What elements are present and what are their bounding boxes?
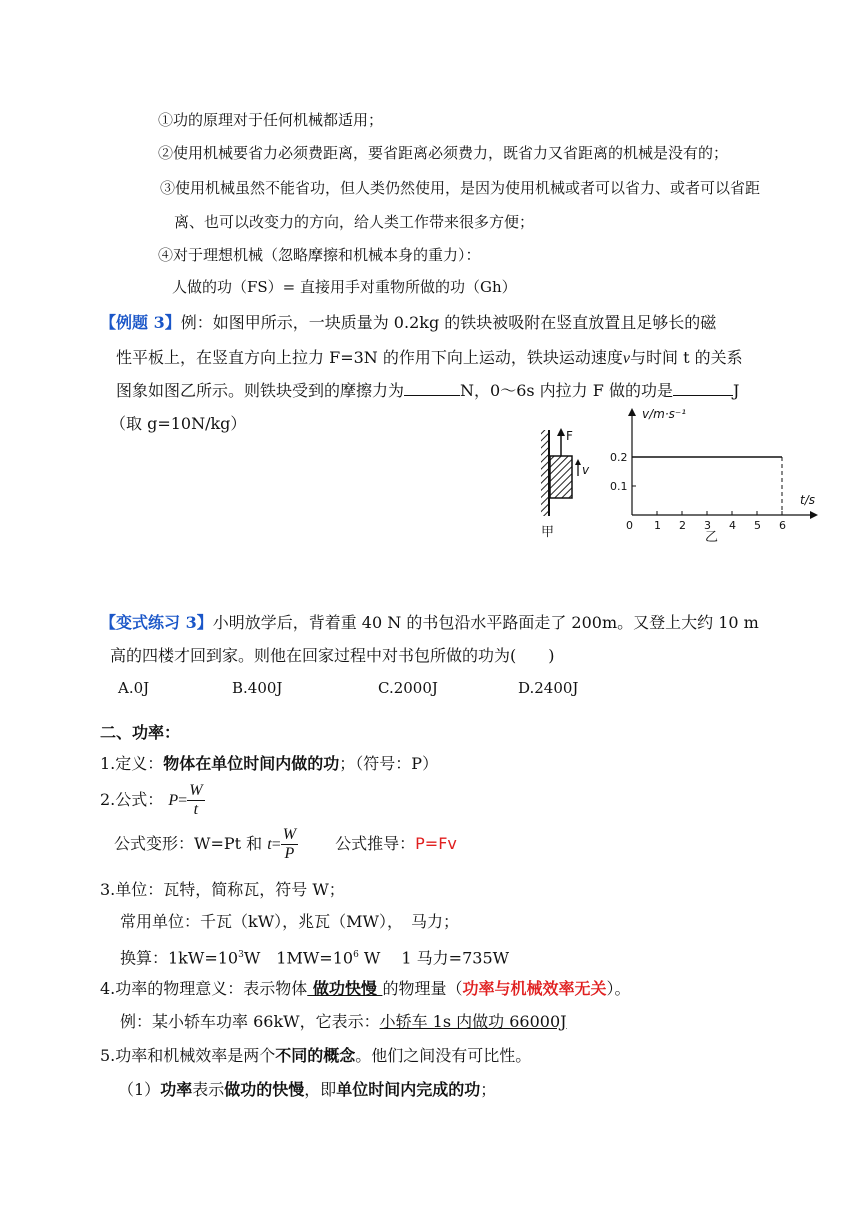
y-tick-label-0.2: 0.2 (610, 451, 628, 464)
blank-friction[interactable] (404, 381, 460, 396)
power-heading: 二、功率： (100, 723, 181, 742)
example-3-tag: 【例题 3】 (100, 313, 181, 332)
meaning-red-note: 功率与机械效率无关 (462, 979, 607, 998)
var-v: v (622, 350, 630, 367)
fraction-w-over-p: $\frac{W}{P}$ (282, 826, 297, 862)
velocity-label: v (582, 463, 590, 477)
figure-jia (536, 424, 596, 542)
x-axis-label: t/s (800, 493, 815, 507)
principle-4-formula: 人做的功（FS）= 直接用手对重物所做的功（Gh） (172, 278, 517, 296)
chart-caption: 乙 (705, 530, 719, 545)
power-unit: 3.单位：瓦特，简称瓦，符号 W； (100, 880, 345, 899)
power-meaning: 4.功率的物理意义：表示物体 做功快慢 的物理量（功率与机械效率无关）。 (100, 979, 631, 998)
magnetic-plate-hatch (541, 430, 549, 516)
variant-3-line2: 高的四楼才回到家。则他在回家过程中对书包所做的功为( ) (110, 646, 555, 665)
force-arrow-head (557, 428, 565, 436)
principle-3a: ③使用机械虽然不能省功，但人类仍然使用，是因为使用机械或者可以省力、或者可以省距 (160, 179, 761, 197)
example-3-line1: 【例题 3】例：如图甲所示，一块质量为 0.2kg 的铁块被吸附在竖直放置且足够长的磁 (100, 313, 717, 332)
option-b[interactable]: B.400J (232, 679, 283, 697)
x-tick-label-2: 2 (679, 519, 686, 532)
power-formula: 2.公式： P= $\frac{W}{t}$ (100, 782, 203, 818)
velocity-arrow-head (575, 459, 581, 465)
variant-3-tag: 【变式练习 3】 (100, 613, 213, 632)
principle-1: ①功的原理对于任何机械都适用； (158, 111, 384, 129)
principle-3b: 离、也可以改变力的方向，给人类工作带来很多方便； (174, 213, 535, 231)
principle-2: ②使用机械要省力必须费距离，要省距离必须费力，既省力又省距离的机械是没有的； (158, 144, 729, 162)
fraction-w-over-t: $\frac{W}{t}$ (189, 782, 203, 818)
x-tick-label-4: 4 (729, 519, 736, 532)
example-3-line4: （取 g=10N/kg） (110, 414, 247, 433)
x-tick-label-0: 0 (626, 519, 633, 532)
meaning-underlined: 做功快慢 (307, 979, 383, 998)
example-3-line2: 性平板上，在竖直方向上拉力 F=3N 的作用下向上运动，铁块运动速度v与时间 t 的关系 (116, 348, 743, 367)
x-tick-label-1: 1 (654, 519, 661, 532)
power-conversion: 换算：$1kW=10^3W$ $1MW=10^6$ W 1 马力=735W (120, 948, 510, 968)
option-c[interactable]: C.2000J (378, 679, 438, 697)
y-tick-label-0.1: 0.1 (610, 480, 628, 493)
power-definition: 1.定义：物体在单位时间内做的功；（符号：P） (100, 754, 439, 773)
force-label: F (566, 429, 573, 443)
power-vs-efficiency: 5.功率和机械效率是两个不同的概念。他们之间没有可比性。 (100, 1046, 532, 1065)
x-tick-label-6: 6 (779, 519, 786, 532)
iron-block (550, 456, 572, 498)
example-3-line3: 图象如图乙所示。则铁块受到的摩擦力为 N，0～6s 内拉力 F 做的功是 J (116, 381, 740, 400)
blank-work[interactable] (673, 381, 733, 396)
example-underlined: 小轿车 1s 内做功 66000J (379, 1012, 567, 1031)
variant-3-line1: 【变式练习 3】小明放学后，背着重 40 N 的书包沿水平路面走了 200m。又登上大约 10 m (100, 613, 759, 632)
option-d[interactable]: D.2400J (518, 679, 579, 697)
y-axis-label: v/m·s⁻¹ (642, 407, 687, 421)
x-tick-label-5: 5 (754, 519, 761, 532)
power-common-units: 常用单位：千瓦（kW），兆瓦（MW）， 马力； (120, 912, 459, 931)
x-axis-arrow (810, 511, 818, 519)
power-point-1: （1）功率表示做功的快慢，即单位时间内完成的功； (118, 1080, 497, 1099)
chart-yi (606, 400, 826, 546)
principle-4: ④对于理想机械（忽略摩擦和机械本身的重力）： (158, 246, 481, 264)
figure-jia-caption: 甲 (541, 525, 555, 540)
y-axis-arrow (628, 408, 636, 416)
power-formula-variant: 公式变形：W=Pt 和 t= $\frac{W}{P}$ 公式推导：P=Fv (114, 826, 457, 862)
x-tick-label-3: 3 (704, 519, 711, 532)
derived-formula: P=Fv (415, 834, 457, 853)
option-a[interactable]: A.0J (118, 679, 150, 697)
power-example: 例：某小轿车功率 66kW，它表示：小轿车 1s 内做功 66000J (120, 1012, 567, 1031)
